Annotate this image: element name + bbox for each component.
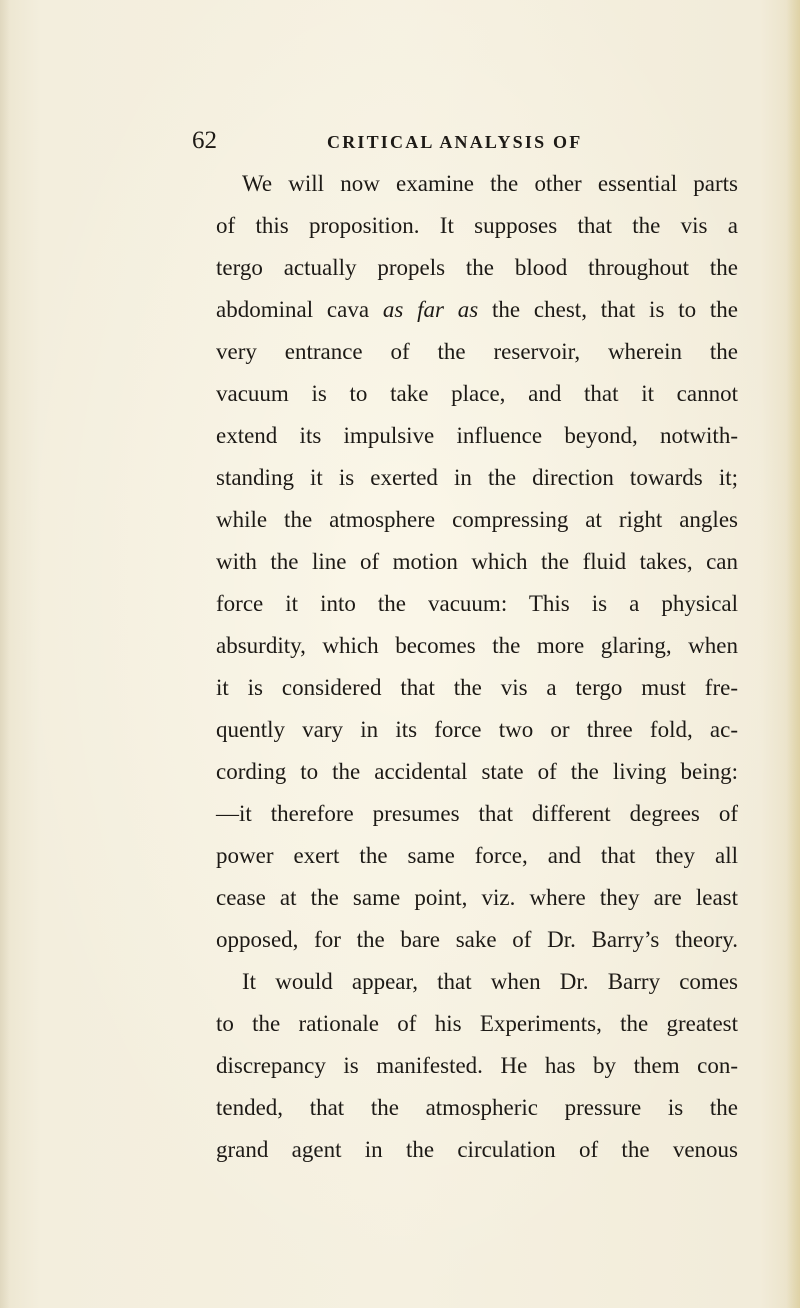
- text-line: of this proposition. It supposes that the vis a: [216, 213, 738, 238]
- page-gutter-shadow: [0, 0, 10, 1308]
- text-line: grand agent in the circulation of the venous: [216, 1137, 738, 1162]
- running-header: [192, 124, 716, 158]
- text-line: absurdity, which becomes the more glaring, when: [216, 633, 738, 658]
- page-edge-discoloration: [786, 0, 800, 1308]
- text-line: abdominal cava as far as the chest, that is to the: [216, 297, 738, 322]
- body-text: [216, 163, 738, 1171]
- text-line: vacuum is to take place, and that it cannot: [216, 381, 738, 406]
- text-line: power exert the same force, and that they all: [216, 843, 738, 868]
- text-line: opposed, for the bare sake of Dr. Barry’s theory.: [216, 927, 738, 952]
- text-line: It would appear, that when Dr. Barry comes: [242, 969, 738, 994]
- text-line: with the line of motion which the fluid takes, can: [216, 549, 738, 574]
- text-line: cording to the accidental state of the living being:: [216, 759, 738, 784]
- text-line: discrepancy is manifested. He has by them con-: [216, 1053, 738, 1078]
- text-line: while the atmosphere compressing at right angles: [216, 507, 738, 532]
- text-line: force it into the vacuum: This is a physical: [216, 591, 738, 616]
- text-line: to the rationale of his Experiments, the greatest: [216, 1011, 738, 1036]
- text-line: it is considered that the vis a tergo must fre-: [216, 675, 738, 700]
- text-line: very entrance of the reservoir, wherein the: [216, 339, 738, 364]
- text-line: standing it is exerted in the direction towards it;: [216, 465, 738, 490]
- text-line: quently vary in its force two or three fold, ac-: [216, 717, 738, 742]
- text-line: extend its impulsive influence beyond, notwith-: [216, 423, 738, 448]
- text-line: tergo actually propels the blood throughout the: [216, 255, 738, 280]
- text-line: We will now examine the other essential parts: [242, 171, 738, 196]
- text-line: tended, that the atmospheric pressure is the: [216, 1095, 738, 1120]
- text-line: —it therefore presumes that different degrees of: [216, 801, 738, 826]
- running-title: CRITICAL ANALYSIS OF: [327, 132, 583, 152]
- page-number: 62: [192, 127, 217, 154]
- text-line: cease at the same point, viz. where they are least: [216, 885, 738, 910]
